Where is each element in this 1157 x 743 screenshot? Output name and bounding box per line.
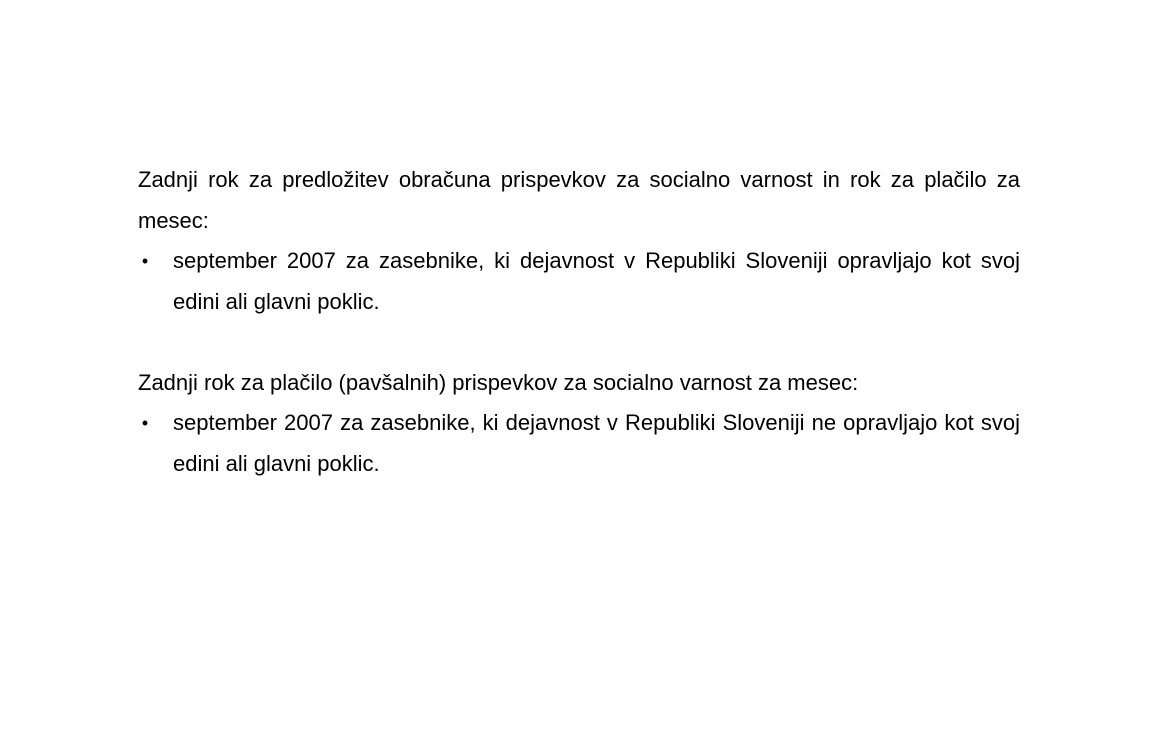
section-1-heading: Zadnji rok za predložitev obračuna prispevkov za socialno varnost in rok za plačilo za mesec: xyxy=(138,167,1020,233)
section-2-bullet-item xyxy=(138,403,1020,484)
bullet-icon: • xyxy=(141,251,149,271)
section-1-bullet-item xyxy=(138,241,1020,322)
section-2-bullet-text: september 2007 za zasebnike, ki dejavnost v Republiki Sloveniji ne opravljajo kot svoj edini ali glavni poklic. xyxy=(173,410,1020,476)
bullet-icon: • xyxy=(141,413,149,433)
section-1-bullet-text: september 2007 za zasebnike, ki dejavnost v Republiki Sloveniji opravljajo kot svoj edini ali glavni poklic. xyxy=(173,248,1020,314)
section-1-list xyxy=(138,241,1020,322)
section-2-list xyxy=(138,403,1020,484)
document-page xyxy=(138,160,1020,484)
section-spacer xyxy=(138,322,1020,363)
section-2-heading: Zadnji rok za plačilo (pavšalnih) prispevkov za socialno varnost za mesec: xyxy=(138,369,859,395)
